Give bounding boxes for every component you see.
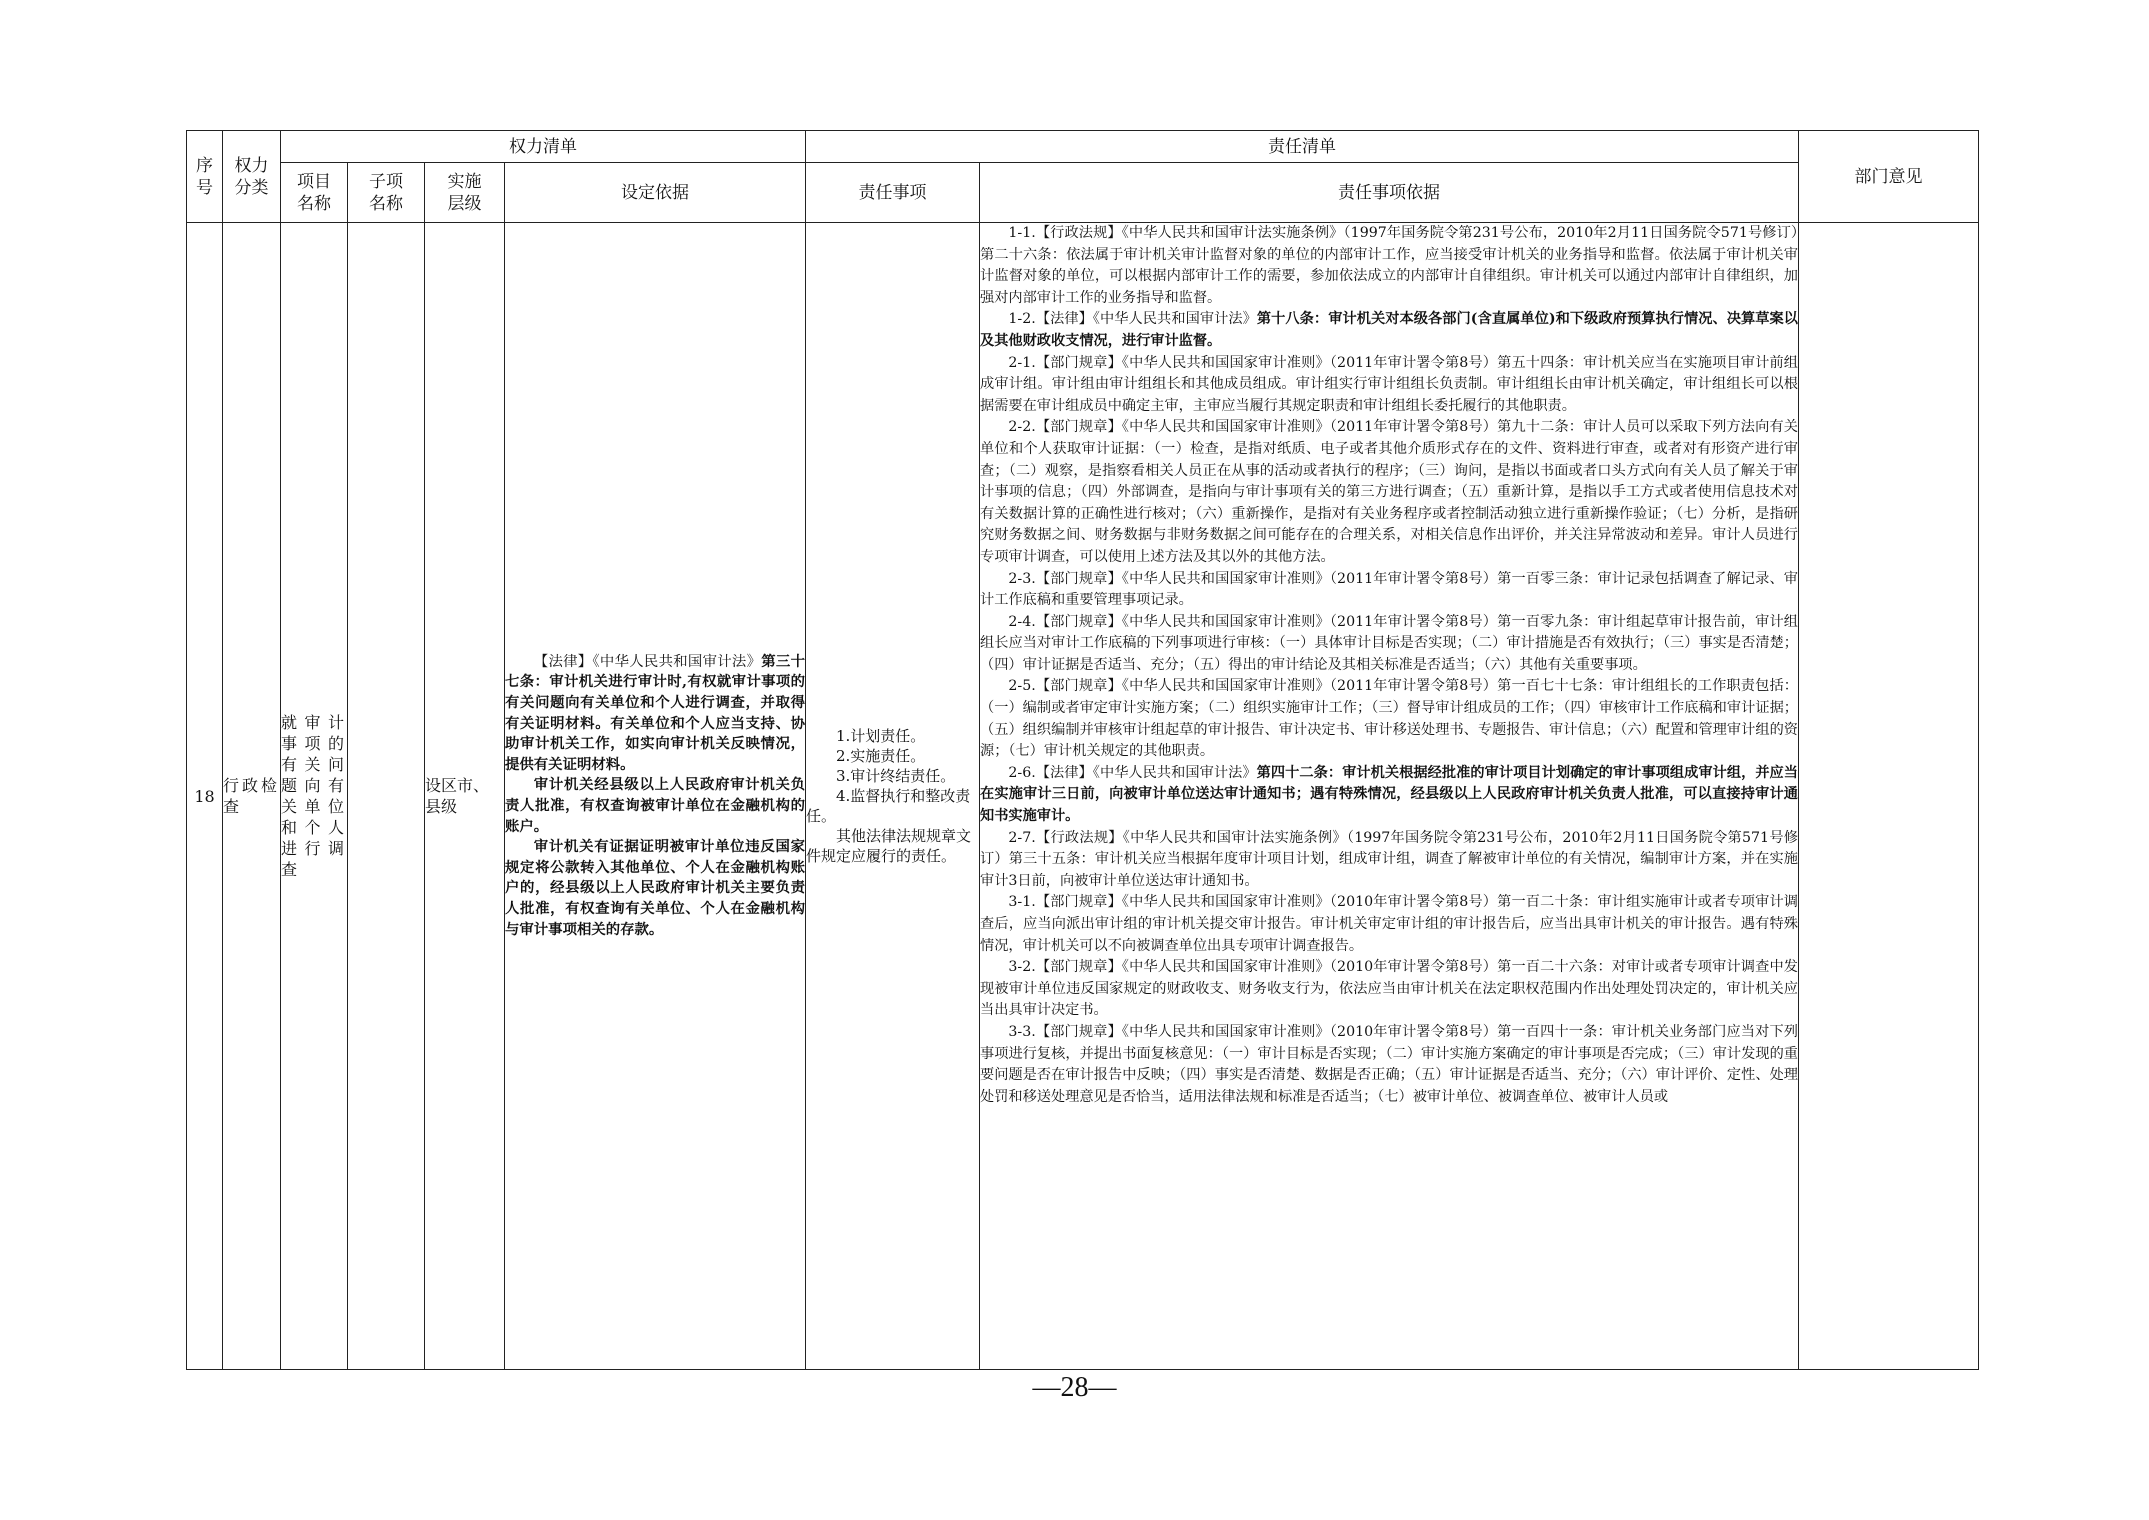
basis-paragraph: 审计机关有证据证明被审计单位违反国家规定将公款转入其他单位、个人在金融机构账户的，经县级以上人民政府审计机关主要负责人批准，有权查询有关单位、个人在金融机构与审计事项相关的存款。 (505, 838, 805, 938)
evidence-paragraph: 3-1.【部门规章】《中华人民共和国国家审计准则》（2010年审计署令第8号）第一百二十条：审计组实施审计或者专项审计调查后，应当向派出审计组的审计机关提交审计报告。审计机关审定审计组的审计报告后，应当出具审计机关的审计报告。遇有特殊情况，审计机关可以不向被调查单位出具专项审计调查报告。 (980, 894, 1798, 954)
evidence-paragraph: 2-1.【部门规章】《中华人民共和国国家审计准则》（2011年审计署令第8号）第五十四条：审计机关应当在实施项目审计前组成审计组。审计组由审计组组长和其他成员组成。审计组实行审计组组长负责制。审计组组长由审计机关确定，审计组组长可以根据需要在审计组成员中确定主审，主审应当履行其规定职责和审计组组长委托履行的其他职责。 (980, 354, 1798, 414)
resp-basis-cell (980, 223, 1799, 1370)
category-header: 权力 分类 (223, 131, 281, 223)
evidence-paragraph: 2-2.【部门规章】《中华人民共和国国家审计准则》（2011年审计署令第8号）第九十二条：审计人员可以采取下列方法向有关单位和个人获取审计证据：（一）检查，是指对纸质、电子或者其他介质形式存在的文件、资料进行审查，或者对有形资产进行审查；（二）观察，是指察看相关人员正在从事的活动或者执行的程序；（三）询问，是指以书面或者口头方式向有关人员了解关于审计事项的信息；（四）外部调查，是指向与审计事项有关的第三方进行调查；（五）重新计算，是指以手工方式或者使用信息技术对有关数据计算的正确性进行核对；（六）重新操作，是指对有关业务程序或者控制活动独立进行重新操作验证；（七）分析，是指研究财务数据之间、财务数据与非财务数据之间可能存在的合理关系，对相关信息作出评价，并关注异常波动和差异。审计人员进行专项审计调查，可以使用上述方法及其以外的其他方法。 (980, 419, 1798, 565)
dept-opinion-cell (1799, 223, 1979, 1370)
power-responsibility-table (186, 130, 1978, 1370)
resp-item: 1.计划责任。 (836, 727, 926, 745)
evidence-paragraph: 2-5.【部门规章】《中华人民共和国国家审计准则》（2011年审计署令第8号）第一百七十七条：审计组组长的工作职责包括：（一）编制或者审定审计实施方案；（二）组织实施审计工作；（三）督导审计组成员的工作；（四）审核审计工作底稿和审计证据；（五）组织编制并审核审计组起草的审计报告、审计决定书、审计移送处理书、专题报告、审计信息；（六）配置和管理审计组的资源；（七）审计机关规定的其他职责。 (980, 678, 1798, 760)
evidence-paragraph: 3-3.【部门规章】《中华人民共和国国家审计准则》（2010年审计署令第8号）第一百四十一条：审计机关业务部门应当对下列事项进行复核，并提出书面复核意见：（一）审计目标是否实现；（二）审计实施方案确定的审计事项是否完成；（三）审计发现的重要问题是否在审计报告中反映；（四）事实是否清楚、数据是否正确；（五）审计证据是否适当、充分；（六）审计评价、定性、处理处罚和移送处理意见是否恰当，适用法律法规和标准是否适当；（七）被审计单位、被调查单位、被审计人员或 (980, 1023, 1798, 1105)
resp-items-cell (806, 223, 980, 1370)
seq-cell: 18 (187, 223, 223, 1370)
basis-paragraph: 【法律】《中华人民共和国审计法》第三十七条：审计机关进行审计时,有权就审计事项的有关问题向有关单位和个人进行调查，并取得有关证明材料。有关单位和个人应当支持、协助审计机关工作，如实向审计机关反映情况，提供有关证明材料。 (505, 652, 805, 773)
resp-item-extra: 其他法律法规规章文件规定应履行的责任。 (806, 827, 972, 865)
level-cell: 设区市、县级 (425, 223, 505, 1370)
evidence-paragraph: 3-2.【部门规章】《中华人民共和国国家审计准则》（2010年审计署令第8号）第一百二十六条：对审计或者专项审计调查中发现被审计单位违反国家规定的财政收支、财务收支行为，依法应当由审计机关在法定职权范围内作出处理处罚决定的，审计机关应当出具审计决定书。 (980, 959, 1798, 1019)
page-number: —28— (1032, 1372, 1117, 1403)
level-header: 实施 层级 (425, 163, 505, 223)
basis-cell (505, 223, 806, 1370)
resp-items-header: 责任事项 (806, 163, 980, 223)
basis-paragraph: 审计机关经县级以上人民政府审计机关负责人批准，有权查询被审计单位在金融机构的账户。 (505, 776, 805, 835)
dept-opinion-header: 部门意见 (1799, 131, 1979, 223)
evidence-paragraph: 2-4.【部门规章】《中华人民共和国国家审计准则》（2011年审计署令第8号）第一百零九条：审计组起草审计报告前，审计组组长应当对审计工作底稿的下列事项进行审核：（一）具体审计目标是否实现；（二）审计措施是否有效执行；（三）事实是否清楚；（四）审计证据是否适当、充分；（五）得出的审计结论及其相关标准是否适当；（六）其他有关重要事项。 (980, 613, 1798, 673)
evidence-paragraph: 2-6.【法律】《中华人民共和国审计法》第四十二条：审计机关根据经批准的审计项目计划确定的审计事项组成审计组，并应当在实施审计三日前，向被审计单位送达审计通知书；遇有特殊情况，经县级以上人民政府审计机关负责人批准，可以直接持审计通知书实施审计。 (980, 764, 1798, 825)
resp-item: 3.审计终结责任。 (836, 767, 956, 785)
responsibility-list-header: 责任清单 (806, 131, 1799, 163)
evidence-paragraph: 2-3.【部门规章】《中华人民共和国国家审计准则》（2011年审计署令第8号）第一百零三条：审计记录包括调查了解记录、审计工作底稿和重要管理事项记录。 (980, 570, 1798, 609)
power-list-header: 权力清单 (281, 131, 806, 163)
item-name-header: 项目 名称 (281, 163, 348, 223)
seq-header: 序 号 (187, 131, 223, 223)
category-cell: 行政检查 (223, 223, 281, 1370)
sub-item-cell (348, 223, 425, 1370)
evidence-paragraph: 1-1.【行政法规】《中华人民共和国审计法实施条例》（1997年国务院令第231号公布，2010年2月11日国务院令571号修订）第二十六条：依法属于审计机关审计监督对象的单位的内部审计工作，应当接受审计机关的业务指导和监督。依法属于审计机关审计监督对象的单位，可以根据内部审计工作的需要，参加依法成立的内部审计自律组织。审计机关可以通过内部审计自律组织，加强对内部审计工作的业务指导和监督。 (980, 225, 1798, 306)
resp-basis-header: 责任事项依据 (980, 163, 1799, 223)
resp-item: 4.监督执行和整改责任。 (806, 787, 971, 825)
evidence-paragraph: 1-2.【法律】《中华人民共和国审计法》第十八条：审计机关对本级各部门(含直属单位)和下级政府预算执行情况、决算草案以及其他财政收支情况，进行审计监督。 (980, 311, 1798, 349)
basis-header: 设定依据 (505, 163, 806, 223)
sub-item-header: 子项 名称 (348, 163, 425, 223)
item-name-cell: 就审计事项的有关问题向有关单位和个人进行调查 (281, 223, 348, 1370)
evidence-paragraph: 2-7.【行政法规】《中华人民共和国审计法实施条例》（1997年国务院令第231号公布，2010年2月11日国务院令第571号修订）第三十五条：审计机关应当根据年度审计项目计划，组成审计组，调查了解被审计单位的有关情况，编制审计方案，并在实施审计3日前，向被审计单位送达审计通知书。 (980, 829, 1798, 889)
resp-item: 2.实施责任。 (836, 747, 926, 765)
